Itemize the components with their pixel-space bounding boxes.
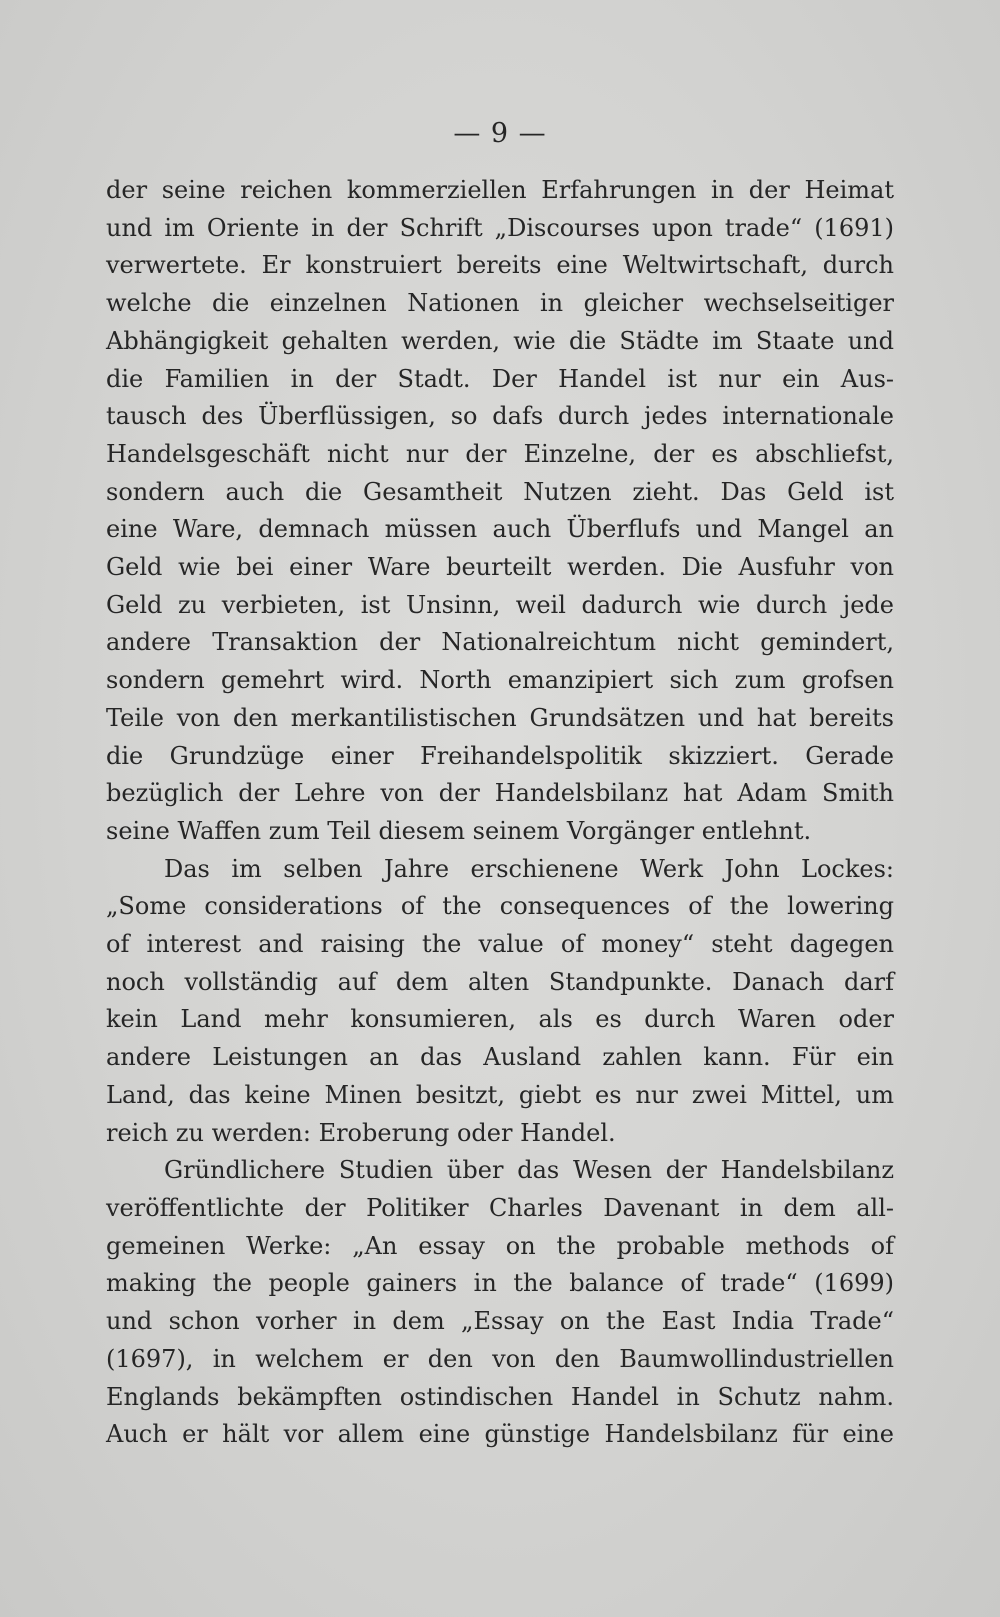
text-line: Geld wie bei einer Ware beurteilt werden. Die Ausfuhr von xyxy=(106,553,894,582)
text-line: Land, das keine Minen besitzt, giebt es nur zwei Mittel, um xyxy=(106,1080,894,1109)
text-line: die Grundzüge einer Freihandelspolitik skizziert. Gerade xyxy=(106,741,894,770)
body-text xyxy=(106,172,894,1454)
page-number: — 9 — xyxy=(453,118,547,149)
text-line: bezüglich der Lehre von der Handelsbilanz hat Adam Smith xyxy=(106,779,894,808)
text-line: andere Leistungen an das Ausland zahlen kann. Für ein xyxy=(106,1043,894,1072)
text-line: Abhängigkeit gehalten werden, wie die Städte im Staate und xyxy=(106,326,894,355)
text-line: of interest and raising the value of money“ steht dagegen xyxy=(106,930,894,959)
text-line: verwertete. Er konstruiert bereits eine Weltwirtschaft, durch xyxy=(106,251,894,280)
text-line: Englands bekämpften ostindischen Handel in Schutz nahm. xyxy=(106,1382,894,1411)
text-line xyxy=(106,851,894,889)
text-line: sondern auch die Gesamtheit Nutzen zieht. Das Geld ist xyxy=(106,477,894,506)
text-line: making the people gainers in the balance of trade“ (1699) xyxy=(106,1269,894,1298)
paragraph xyxy=(106,851,894,1153)
text-line-content: Gründlichere Studien über das Wesen der Handelsbilanz xyxy=(164,1156,894,1185)
text-line: kein Land mehr konsumieren, als es durch Waren oder xyxy=(106,1005,894,1034)
text-line: gemeinen Werke: „An essay on the probable methods of xyxy=(106,1231,894,1260)
paragraph xyxy=(106,1152,894,1454)
text-line xyxy=(106,1152,894,1190)
text-line: Geld zu verbieten, ist Unsinn, weil dadurch wie durch jede xyxy=(106,590,894,619)
text-line: welche die einzelnen Nationen in gleicher wechselseitiger xyxy=(106,289,894,318)
text-line: tausch des Überflüssigen, so dafs durch jedes internationale xyxy=(106,402,894,431)
text-line: sondern gemehrt wird. North emanzipiert sich zum grofsen xyxy=(106,666,894,695)
text-line: „Some considerations of the consequences of the lowering xyxy=(106,892,894,921)
text-line: der seine reichen kommerziellen Erfahrungen in der Heimat xyxy=(106,176,894,204)
paragraph xyxy=(106,172,894,851)
text-line: noch vollständig auf dem alten Standpunkte. Danach darf xyxy=(106,967,894,996)
text-line: (1697), in welchem er den von den Baumwollindustriellen xyxy=(106,1344,894,1373)
text-line: eine Ware, demnach müssen auch Überflufs und Mangel an xyxy=(106,515,894,544)
text-line: Teile von den merkantilistischen Grundsätzen und hat bereits xyxy=(106,703,894,732)
text-line: Auch er hält vor allem eine günstige Handelsbilanz für eine xyxy=(106,1420,894,1449)
text-line: und im Oriente in der Schrift „Discourses upon trade“ (1691) xyxy=(106,213,894,242)
text-line: veröffentlichte der Politiker Charles Davenant in dem all- xyxy=(106,1193,894,1222)
text-line-content: Das im selben Jahre erschienene Werk John Lockes: xyxy=(164,854,894,883)
text-line: die Familien in der Stadt. Der Handel ist nur ein Aus- xyxy=(106,364,894,393)
text-line: und schon vorher in dem „Essay on the East India Trade“ xyxy=(106,1307,894,1336)
text-line: reich zu werden: Eroberung oder Handel. xyxy=(106,1118,616,1147)
text-line: seine Waffen zum Teil diesem seinem Vorgänger entlehnt. xyxy=(106,816,812,845)
text-line: Handelsgeschäft nicht nur der Einzelne, der es abschliefst, xyxy=(106,439,894,468)
text-line: andere Transaktion der Nationalreichtum nicht gemindert, xyxy=(106,628,894,657)
